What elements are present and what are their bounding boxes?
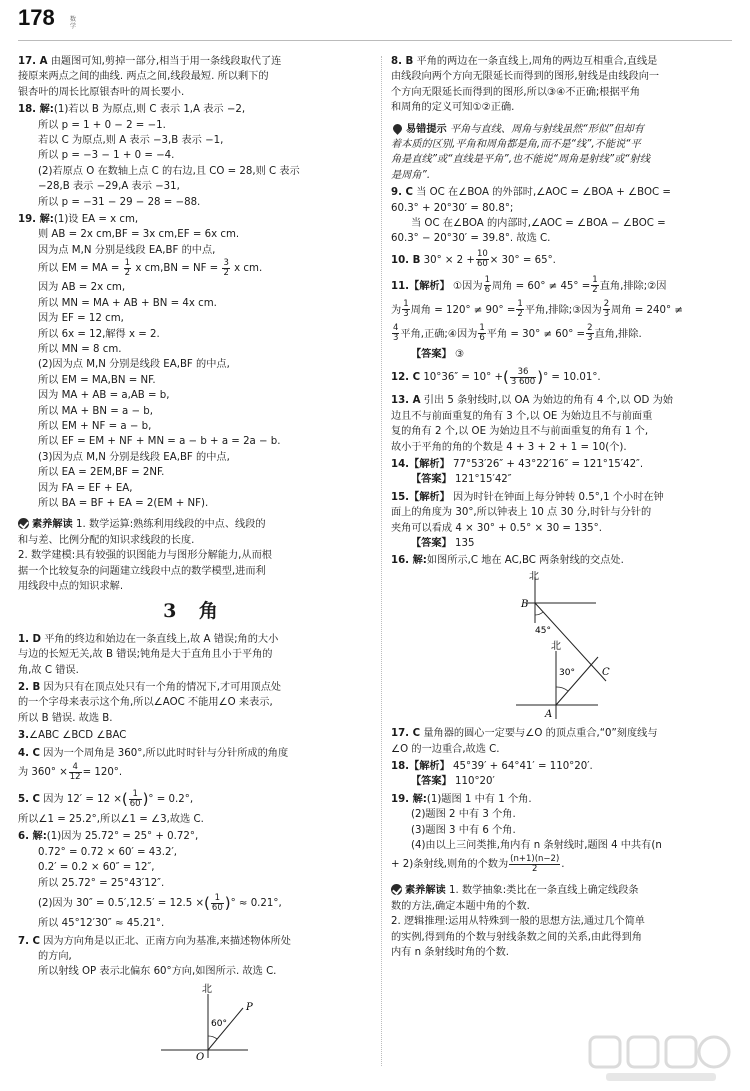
angle-arc — [208, 1036, 217, 1039]
answer-a6: 6. 解:(1)因为 25.72° = 25° + 0.72°, 0.72° = 0.72 × 60′ = 43.2′, 0.2′ = 0.2 × 60″ = 12″, 所以 25.72° = 25°43′12″. (2)因为 30″ = 0.5′,12.5′ = 12.5 ×( $\frac{1}{60}$ )° ≈ 0.21°, 所以 45°12′30″ ≈ 45.21°. — [18, 831, 282, 930]
answer-r8: 8. B 平角的两边在一条直线上,周角的两边互相重合,直线是 由线段向两个方向无限延长而得到的图形,射线是由线段向一 个方向无限延长而得到的图形,所以③④不正确;根据平角 和周角的定义可知①②正确. — [391, 56, 660, 114]
north-label: 北 — [202, 983, 212, 995]
fraction: $\frac{2}{3}$ — [603, 299, 610, 320]
point-p-label: P — [246, 1001, 253, 1013]
watermark-logo-icon — [586, 1033, 736, 1085]
page-number: 178 — [18, 5, 55, 30]
ray-ac — [556, 657, 598, 705]
answer-r14: 14.【解析】 77°53′26″ + 43°22′16″ = 121°15′42″. 【答案】 121°15′42″ — [391, 458, 644, 486]
angle-label: 60° — [211, 1018, 227, 1029]
fraction: $\frac{1}{6}$ — [484, 275, 490, 296]
direction-figure-1 — [18, 982, 371, 1067]
literacy-note: 素养解读 1. 数学运算:熟练利用线段的中点、线段的 和与差、比例分配的知识求线段的长度. 2. 数学建模:具有较强的识图能力与图形分解能力,从而根 据一个比较复杂的问题建立线段中点的数学模型,进而利 用线段中点的知识求解. — [18, 519, 272, 592]
answer-19: 19. 解:(1)设 EA = x cm, 则 AB = 2x cm,BF = 3x cm,EF = 6x cm. 因为点 M,N 分别是线段 EA,BF 的中点, 所以 EM = MA = $\frac{1}{2}$ x cm,BN = NF = $\frac{3}{2}$ x cm. 因为 AB = 2x cm, 所以 MN = MA + AB + BN = 4x cm. 因为 EF = 12 cm, 所以 6x = 12,解得 x = 2. 所以 MN = 8 cm. (2)因为点 M,N 分别是线段 EA,BF 的中点, 所以 EM = MA,BN = NF. 因为 MA + AB = a,AB = b, 所以 MA + BN = a − b, 所以 EM + NF = a − b, 所以 EF = EM + NF + MN = a − b + a = 2a − b. (3)因为点 M,N 分别是线段 EA,BF 的中点, 所以 EA = 2EM,BF = 2NF. 因为 FA = EF + EA, 所以 BA = BF + EA = 2(EM + NF). — [18, 214, 281, 509]
answer-a7: 7. C 因为方向角是以正北、正南方向为基准,来描述物体所处 的方向, 所以射线 OP 表示北偏东 60°方向,如图所示. 故选 C. — [18, 935, 291, 978]
fraction: $\frac{36}{3 600}$ — [510, 366, 536, 387]
answer-r15: 15.【解析】 因为时针在钟面上每分钟转 0.5°,1 个小时在钟 面上的角度为 30°,所以钟表上 10 点 30 分,时针与分针的 夹角可以看成 4 × 30° + 0.5° × 30 = 135°. 【答案】 135 — [391, 491, 664, 549]
header-rule — [18, 40, 732, 41]
direction-figure-2 — [391, 571, 732, 726]
answer-r10: 10. B 30° × 2 + $\frac{10}{60}$ × 30° = 65°. — [391, 249, 556, 270]
fraction: $\frac{(n+1)(n-2)}{2}$ — [510, 853, 560, 874]
check-badge-icon — [18, 518, 29, 529]
fraction: $\frac{4}{3}$ — [393, 323, 399, 344]
error-tip: 易错提示 平角与直线、周角与射线虽然“形似”但却有 着本质的区别,平角和周角都是角,而不是“线”,不能说“平 角是直线”或“直线是平角”,也不能说“周角是射线”或“射线 是周角”. — [391, 123, 651, 181]
angle-label-b: 45° — [535, 625, 551, 636]
page-subject: 数学 — [70, 16, 77, 30]
left-column — [18, 54, 371, 1079]
location-diagram — [391, 571, 732, 721]
fraction: $\frac{1}{3}$ — [403, 299, 409, 320]
section-title: 3 角 — [163, 600, 226, 623]
fraction: $\frac{4}{12}$ — [69, 761, 81, 782]
literacy-note-2: 素养解读 1. 数学抽象:类比在一条直线上确定线段条 数的方法,确定本题中角的个数. 2. 逻辑推理:运用从特殊到一般的思想方法,通过几个简单 的实例,得到角的个数与射线条数之间的关系,由此得到角 内有 n 条射线时角的个数. — [391, 885, 645, 959]
page-header — [18, 5, 77, 40]
check-badge-icon — [391, 884, 402, 895]
ray-op — [208, 1008, 243, 1050]
answer-r18: 18.【解析】 45°39′ + 64°41′ = 110°20′. 【答案】 110°20′ — [391, 760, 593, 788]
fraction: $\frac{10}{60}$ — [476, 249, 488, 270]
fraction: $\frac{1}{2}$ — [592, 275, 598, 296]
north-label-b: 北 — [529, 570, 539, 582]
answer-a3: 3.∠ABC ∠BCD ∠BAC — [18, 730, 127, 742]
answer-r19: 19. 解:(1)题图 1 中有 1 个角. (2)题图 2 中有 3 个角. (3)题图 3 中有 6 个角. (4)由以上三问类推,角内有 n 条射线时,题图 4 中共有(n + 2)条射线,则角的个数为 $\frac{(n+1)(n-2)}{2}$ . — [391, 793, 662, 874]
angle-arc-a — [556, 687, 568, 691]
answer-r16: 16. 解:如图所示,C 地在 AC,BC 两条射线的交点处. — [391, 555, 624, 567]
answer-r17: 17. C 量角器的圆心一定要与∠O 的顶点重合,“0”刻度线与 ∠O 的一边重合,故选 C. — [391, 728, 658, 755]
column-divider — [381, 56, 382, 1066]
point-c-label: C — [602, 666, 610, 678]
point-o-label: O — [196, 1051, 205, 1062]
answer-18: 18. 解:(1)若以 B 为原点,则 C 表示 1,A 表示 −2, 所以 p = 1 + 0 − 2 = −1. 若以 C 为原点,则 A 表示 −3,B 表示 −1, 所以 p = −3 − 1 + 0 = −4. (2)若原点 O 在数轴上点 C 的右边,且 CO = 28,则 C 表示 −28,B 表示 −29,A 表示 −31, 所以 p = −31 − 29 − 28 = −88. — [18, 104, 300, 208]
angle-arc-b — [535, 612, 543, 615]
direction-angle-diagram — [18, 982, 371, 1062]
north-label-a: 北 — [551, 640, 561, 652]
answer-a1: 1. D 平角的终边和始边在一条直线上,故 A 错误;角的大小 与边的长短无关,故 B 错误;钝角是大于直角且小于平角的 角,故 C 错误. — [18, 633, 279, 676]
fraction: $\frac{2}{3}$ — [587, 323, 593, 344]
fraction: $\frac{1}{2}$ — [517, 299, 523, 320]
answer-a5: 5. C 因为 12′ = 12 ×( $\frac{1}{60}$ )° = 0.2°, 所以∠1 = 25.2°,所以∠1 = ∠3,故选 C. — [18, 788, 204, 826]
location-pin-icon — [391, 122, 404, 135]
fraction: $\frac{1}{6}$ — [479, 323, 485, 344]
answer-r12: 12. C 10°36″ = 10° +( $\frac{36}{3 600}$ )° = 10.01°. — [391, 366, 601, 387]
angle-label-a: 30° — [559, 667, 575, 678]
answer-r13: 13. A 引出 5 条射线时,以 OA 为始边的角有 4 个,以 OD 为始 边且不与前面重复的角有 3 个,以 OE 为始边且不与前面重 复的角有 2 个,以 OE 为始边且不与前面重复的角有 1 个, 故小于平角的角的个数是 4 + 3 + 2 + 1 = 10(个). — [391, 395, 673, 453]
answer-a4: 4. C 因为一个周角是 360°,所以此时时针与分针所成的角度 为 360° × $\frac{4}{12}$ = 120°. — [18, 747, 289, 782]
answer-a2: 2. B 因为只有在顶点处只有一个角的情况下,才可用顶点处 的一个字母来表示这个角,所以∠AOC 不能用∠O 来表示, 所以 B 错误. 故选 B. — [18, 682, 282, 724]
fraction: $\frac{1}{2}$ — [124, 257, 131, 278]
answer-r11: 11.【解析】 ①因为 $\frac{1}{6}$ 周角 = 60° ≠ 45° = $\frac{1}{2}$ 直角,排除;②因 为 $\frac{1}{3}$ 周角 = 120° ≠ 90° = $\frac{1}{2}$ 平角,排除;③因为 $\frac{2}{3}$ 周角 = 240° ≠ $\frac{4}{3}$ 平角,正确;④因为 $\frac{1}{6}$ 平角 = 30° ≠ 60° = $\frac{2}{3}$ 直角,排除. 【答案】 ③ — [391, 275, 683, 360]
fraction: $\frac{1}{60}$ — [129, 788, 141, 809]
point-b-label: B — [521, 598, 529, 610]
fraction: $\frac{3}{2}$ — [223, 257, 229, 278]
answer-r9: 9. C 当 OC 在∠BOA 的外部时,∠AOC = ∠BOA + ∠BOC = 60.3° + 20°30′ = 80.8°; 当 OC 在∠BOA 的内部时,∠AOC = ∠BOA − ∠BOC = 60.3° − 20°30′ = 39.8°. 故选 C. — [391, 187, 671, 245]
right-column — [391, 54, 732, 1079]
answer-17: 17. A 由题图可知,剪掉一部分,相当于用一条线段取代了连 接原来两点之间的曲线. 两点之间,线段最短. 所以剩下的 银杏叶的周长比原银杏叶的周长要小. — [18, 56, 282, 98]
fraction: $\frac{1}{60}$ — [211, 892, 223, 913]
point-a-label: A — [545, 708, 553, 720]
